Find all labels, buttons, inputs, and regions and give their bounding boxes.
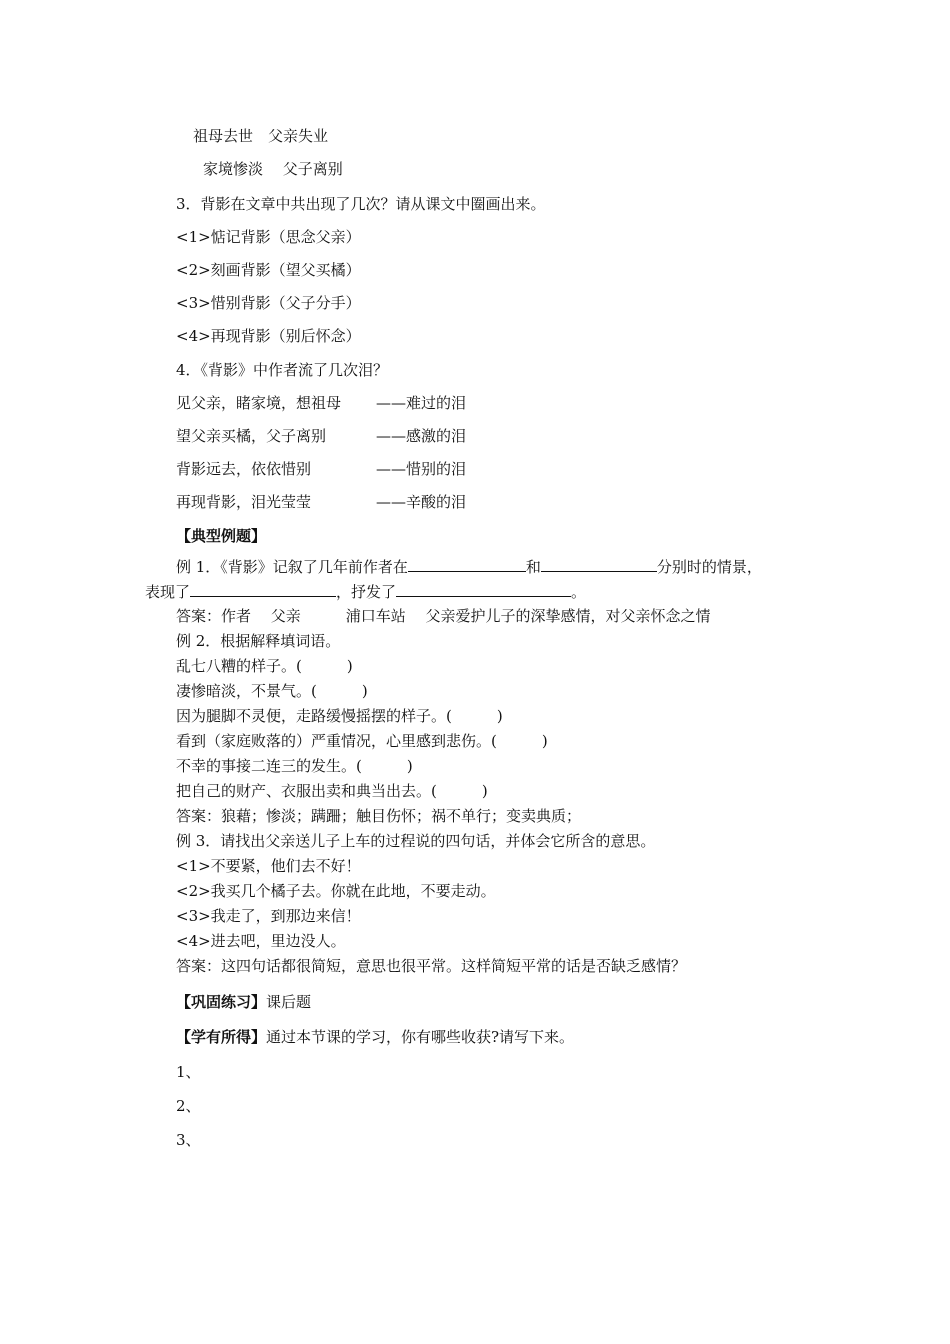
ex1-text-1: 例 1．《背影》记叙了几年前作者在 (176, 558, 408, 576)
ex1-line-1 (176, 557, 762, 576)
q4-row-2-left: 望父亲买橘，父子离别 (176, 427, 327, 445)
practice-label: 【巩固练习】 (176, 993, 267, 1011)
ex1-answer: 答案：作者 父亲 浦口车站 父亲爱护儿子的深挚感情，对父亲怀念之情 (176, 607, 711, 625)
q3-title: 3．背影在文章中共出现了几次？请从课文中圈画出来。 (176, 195, 546, 213)
ex2-item-3: 因为腿脚不灵便，走路缓慢摇摆的样子。( ) (176, 707, 503, 725)
answer-number-1: 1、 (176, 1063, 201, 1081)
ex2-title: 例 2．根据解释填词语。 (176, 632, 341, 650)
ex3-item-2: <2>我买几个橘子去。你就在此地，不要走动。 (176, 882, 496, 900)
q3-item-4: <4>再现背影（别后怀念） (176, 327, 361, 345)
ex2-item-4: 看到（家庭败落的）严重情况，心里感到悲伤。( ) (176, 732, 548, 750)
ex1-blank-1[interactable] (408, 557, 526, 572)
q4-row-4-left: 再现背影，泪光莹莹 (176, 493, 312, 511)
ex1-text-2: 和 (525, 558, 541, 576)
ex3-item-3: <3>我走了，到那边来信！ (176, 907, 361, 925)
answer-number-3: 3、 (176, 1131, 201, 1149)
q4-row-1-right: ——难过的泪 (376, 394, 467, 412)
ex1-line-2 (145, 582, 586, 601)
ex3-item-1: <1>不要紧，他们去不好！ (176, 857, 361, 875)
q4-row-3-left: 背影远去，依依惜别 (176, 460, 312, 478)
q3-item-1: <1>惦记背影（思念父亲） (176, 228, 361, 246)
ex2-item-5: 不幸的事接二连三的发生。( ) (176, 757, 413, 775)
ex1-blank-2[interactable] (541, 557, 657, 572)
summary-line-1: 祖母去世 父亲失业 (193, 127, 329, 145)
ex1-blank-4[interactable] (396, 582, 571, 597)
q4-row-1-left: 见父亲，睹家境，想祖母 (176, 394, 342, 412)
ex3-item-4: <4>进去吧，里边没人。 (176, 932, 346, 950)
ex2-answer: 答案：狼藉；惨淡；蹒跚；触目伤怀；祸不单行；变卖典质； (176, 807, 582, 825)
gains-text: 通过本节课的学习，你有哪些收获?请写下来。 (266, 1028, 575, 1046)
ex2-item-2: 凄惨暗淡，不景气。( ) (176, 682, 368, 700)
gains-label: 【学有所得】 (176, 1028, 267, 1046)
ex2-item-1: 乱七八糟的样子。( ) (176, 657, 353, 675)
practice-text: 课后题 (266, 993, 312, 1011)
ex2-item-6: 把自己的财产、衣服出卖和典当出去。( ) (176, 782, 488, 800)
ex3-title: 例 3．请找出父亲送儿子上车的过程说的四句话，并体会它所含的意思。 (176, 832, 656, 850)
ex1-text-5: ，抒发了 (336, 583, 397, 601)
ex1-text-4: 表现了 (145, 583, 191, 601)
ex1-blank-3[interactable] (190, 582, 336, 597)
q3-item-2: <2>刻画背影（望父买橘） (176, 261, 361, 279)
answer-number-2: 2、 (176, 1097, 201, 1115)
ex1-text-6: 。 (571, 583, 587, 601)
practice-line (176, 993, 311, 1011)
summary-line-2: 家境惨淡 父子离别 (203, 160, 343, 178)
gains-line (176, 1028, 574, 1046)
q4-row-4-right: ——辛酸的泪 (376, 493, 467, 511)
q3-item-3: <3>惜别背影（父子分手） (176, 294, 361, 312)
q4-row-3-right: ——惜别的泪 (376, 460, 467, 478)
q4-title: 4．《背影》中作者流了几次泪？ (176, 361, 389, 379)
section-heading-examples: 【典型例题】 (176, 527, 267, 545)
ex1-text-3: 分别时的情景， (656, 558, 762, 576)
ex3-answer: 答案：这四句话都很简短，意思也很平常。这样简短平常的话是否缺乏感情？ (176, 957, 687, 975)
q4-row-2-right: ——感激的泪 (376, 427, 467, 445)
